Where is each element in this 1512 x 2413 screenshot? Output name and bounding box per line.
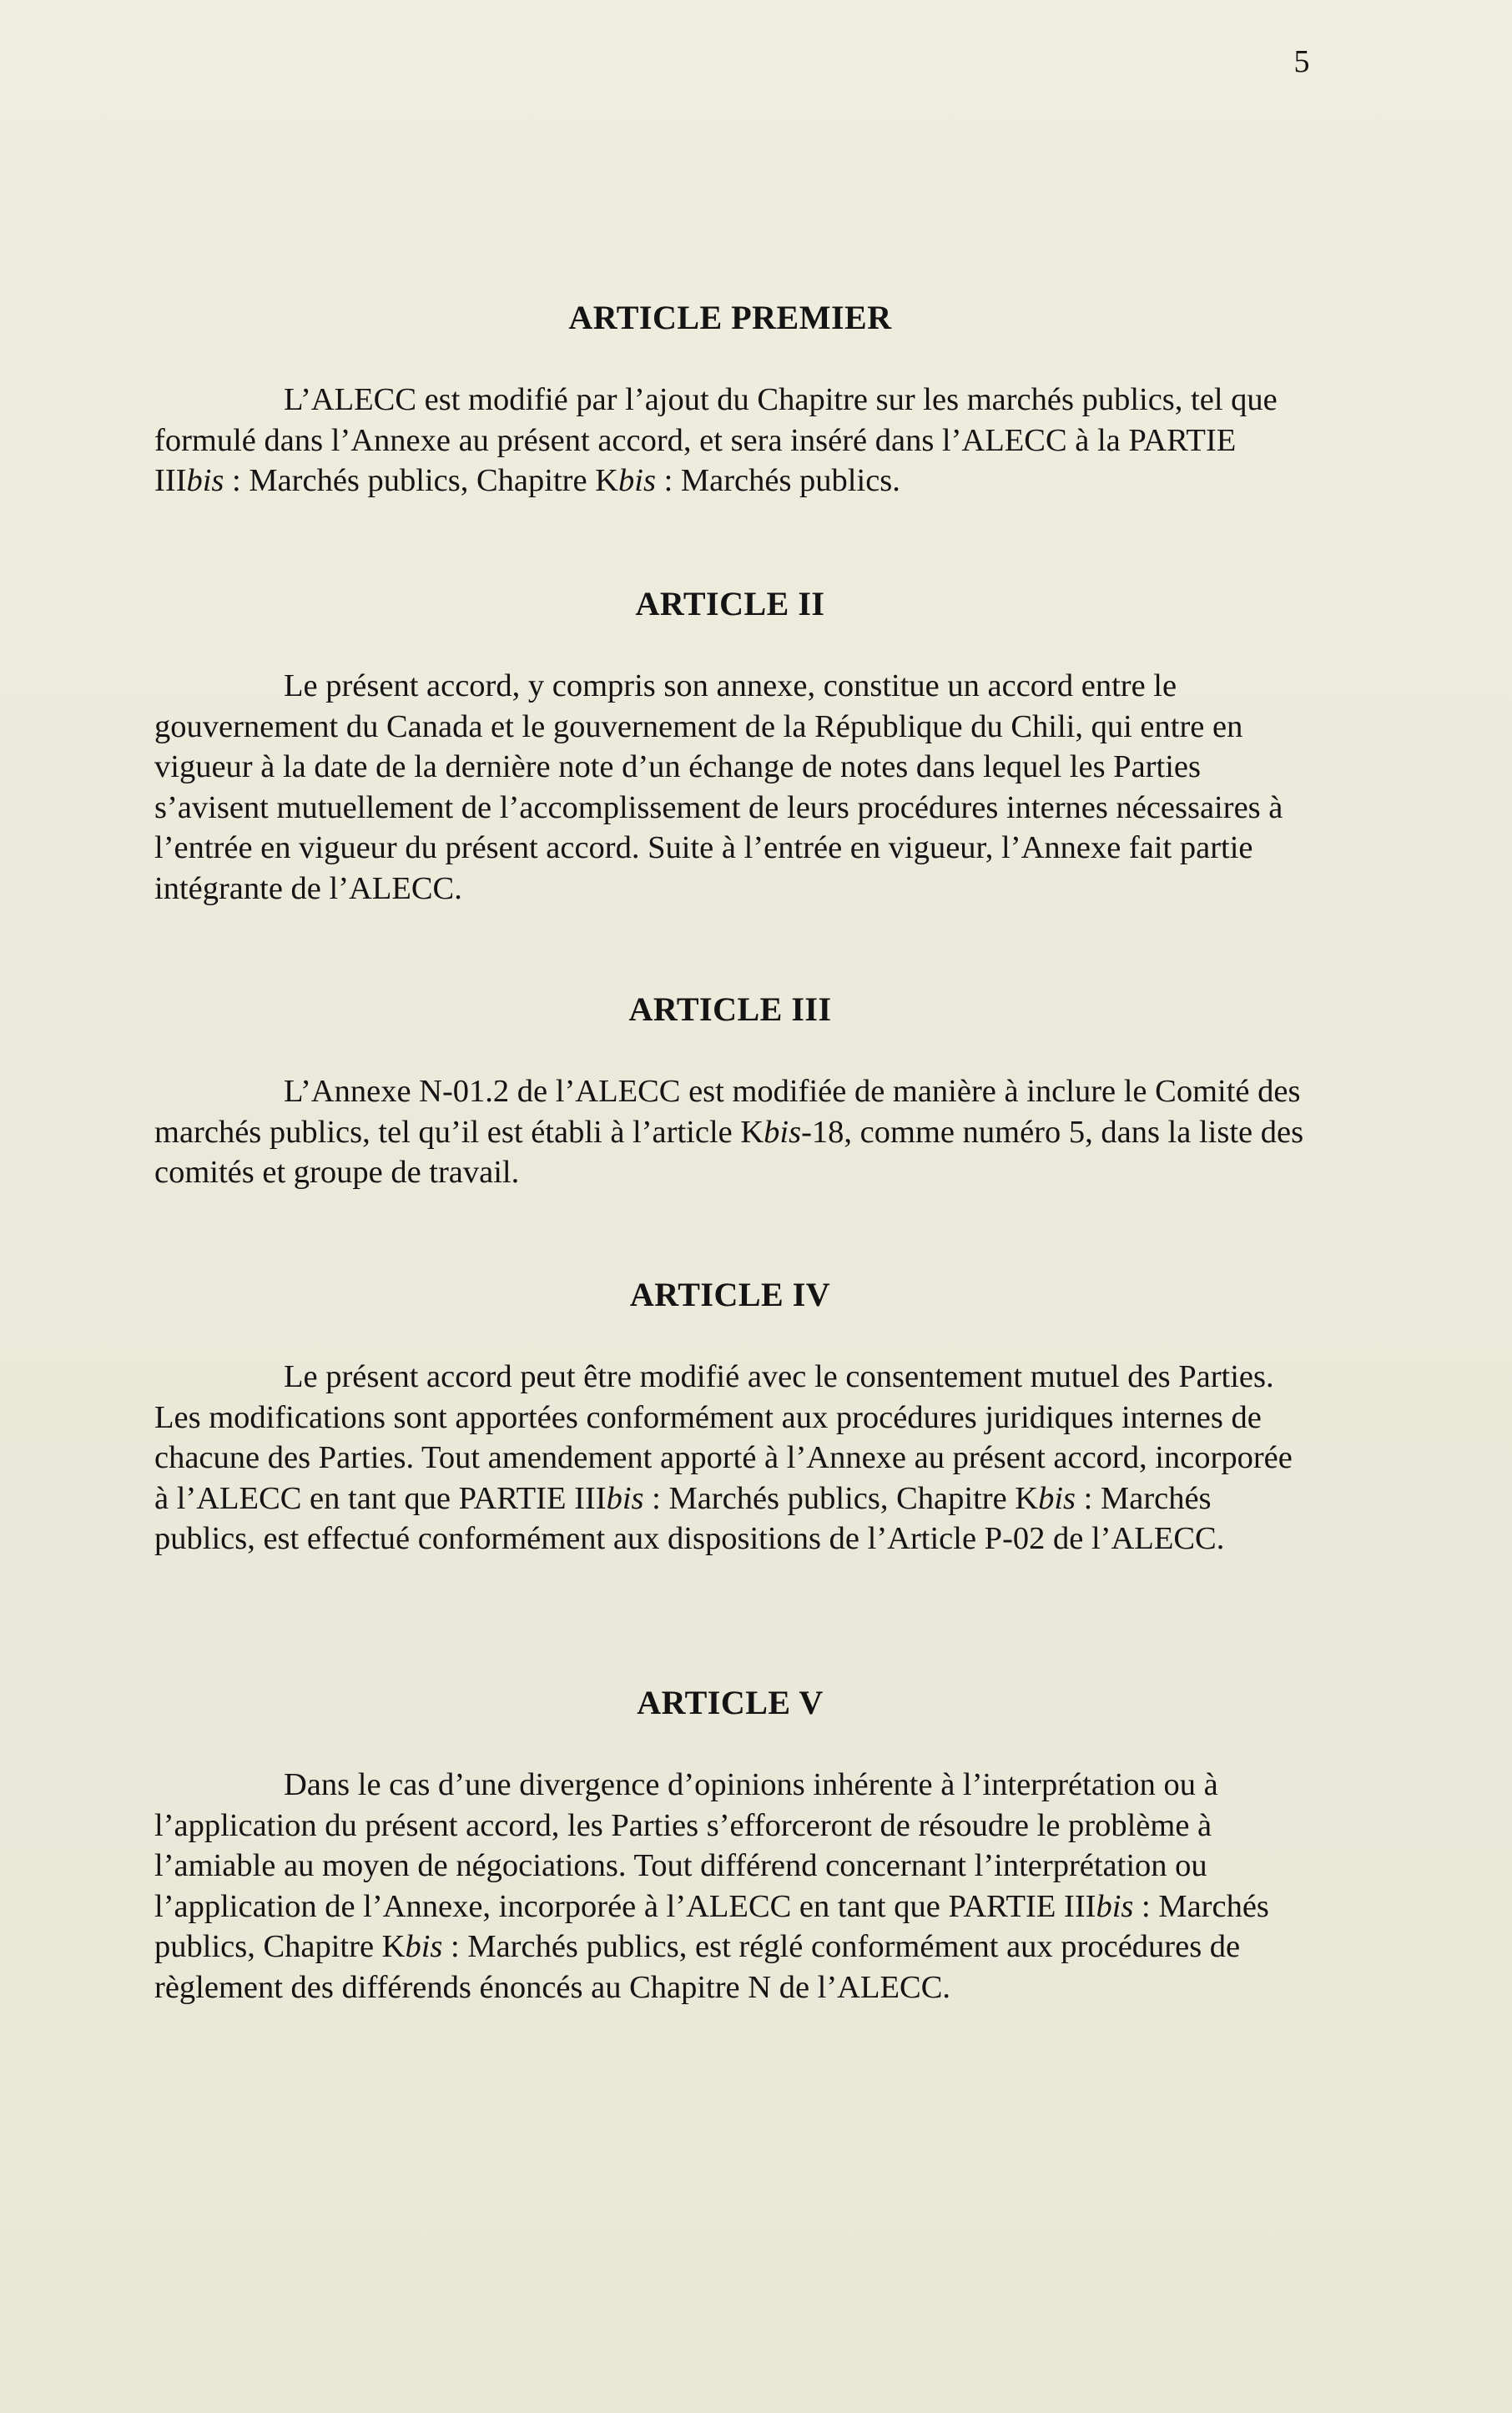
page-number: 5 <box>1293 44 1310 79</box>
article-ii <box>154 584 1306 909</box>
article-body: Le présent accord, y compris son annexe, constitue un accord entre le gouvernement du Canada et le gouvernement de la République du Chili, qui entre en vigueur à la date de la dernière note d’un échange de notes dans lequel les Parties s’avisent mutuellement de l’accomplissement de leurs procédures internes nécessaires à l’entrée en vigueur du présent accord. Suite à l’entrée en vigueur, l’Annexe fait partie intégrante de l’ALECC. <box>154 668 1283 906</box>
article-premier <box>154 298 1306 501</box>
article-heading: ARTICLE V <box>637 1684 824 1721</box>
article-body: L’ALECC est modifié par l’ajout du Chapitre sur les marchés publics, tel que formulé dans l’Annexe au présent accord, et sera inséré dans l’ALECC à la PARTIE IIIbis : Marchés publics, Chapitre Kbis : Marchés publics. <box>154 382 1278 498</box>
article-heading: ARTICLE IV <box>629 1276 831 1313</box>
article-body: Le présent accord peut être modifié avec le consentement mutuel des Parties. Les modifications sont apportées conformément aux procédures juridiques internes de chacune des Parties. Tout amendement apporté à l’Annexe au présent accord, incorporée à l’ALECC en tant que PARTIE IIIbis : Marchés publics, Chapitre Kbis : Marchés publics, est effectué conformément aux dispositions de l’Article P-02 de l’ALECC. <box>154 1359 1293 1556</box>
article-body: L’Annexe N-01.2 de l’ALECC est modifiée de manière à inclure le Comité des marchés publics, tel qu’il est établi à l’article Kbis-18, comme numéro 5, dans la liste des comités et groupe de travail. <box>154 1074 1304 1190</box>
article-iv <box>154 1275 1306 1559</box>
article-body: Dans le cas d’une divergence d’opinions inhérente à l’interprétation ou à l’application du présent accord, les Parties s’efforceront de résoudre le problème à l’amiable au moyen de négociations. Tout différend concernant l’interprétation ou l’application de l’Annexe, incorporée à l’ALECC en tant que PARTIE IIIbis : Marchés publics, Chapitre Kbis : Marchés publics, est réglé conformément aux procédures de règlement des différends énoncés au Chapitre N de l’ALECC. <box>154 1767 1269 2005</box>
article-v <box>154 1683 1306 2007</box>
article-heading: ARTICLE II <box>635 585 825 622</box>
article-iii <box>154 990 1306 1193</box>
article-heading: ARTICLE PREMIER <box>568 299 892 336</box>
article-heading: ARTICLE III <box>628 990 832 1028</box>
